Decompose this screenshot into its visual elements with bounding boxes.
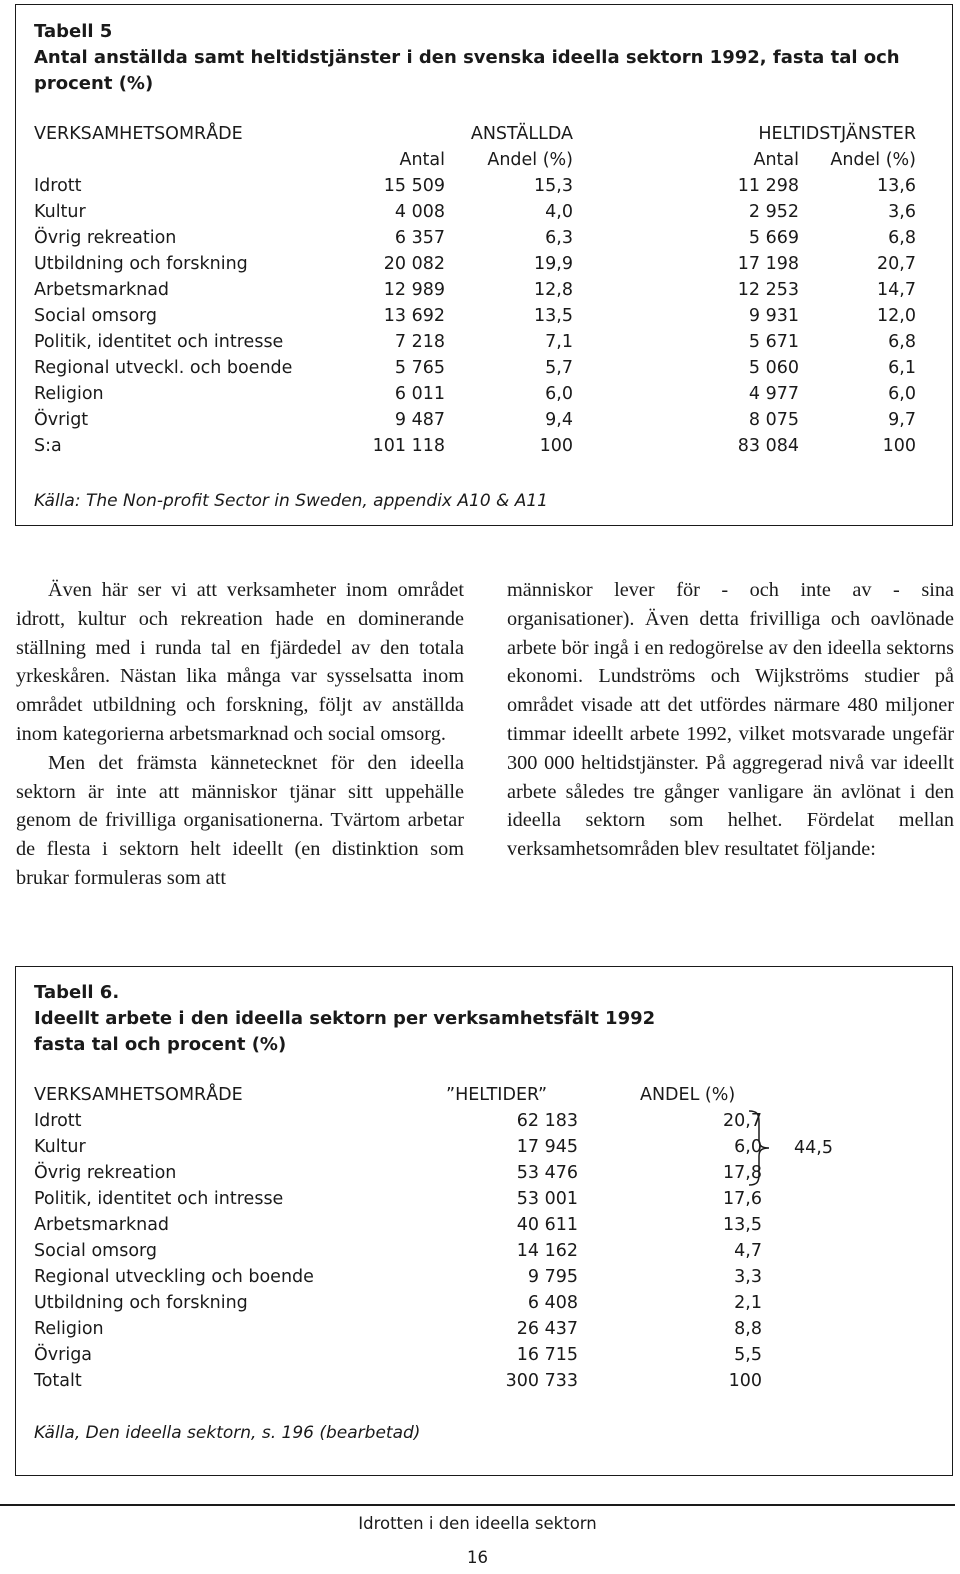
cell-name: Religion xyxy=(34,384,104,404)
cell-heltid-antal: 4 977 xyxy=(748,384,799,404)
cell-antal: 15 509 xyxy=(383,176,445,196)
cell-heltid-antal: 5 669 xyxy=(748,228,799,248)
table-5-header-row xyxy=(34,121,916,147)
cell-andel: 4,0 xyxy=(545,202,573,222)
cell-name: Arbetsmarknad xyxy=(34,280,170,300)
table-total-row xyxy=(34,1368,952,1394)
table-row xyxy=(34,303,916,329)
cell-name: Idrott xyxy=(34,176,82,196)
cell-andel: 9,4 xyxy=(545,410,573,430)
cell-name: Utbildning och forskning xyxy=(34,1293,248,1313)
cell-heltider: 40 611 xyxy=(516,1215,578,1235)
cell-antal: 6 011 xyxy=(394,384,445,404)
cell-name: Regional utveckling och boende xyxy=(34,1267,314,1287)
cell-name: Övrig rekreation xyxy=(34,1163,177,1183)
cell-antal: 12 989 xyxy=(383,280,445,300)
table-row xyxy=(34,225,916,251)
brace-sum-value: 44,5 xyxy=(794,1138,833,1158)
cell-andel: 17,8 xyxy=(723,1163,762,1183)
cell-antal: 20 082 xyxy=(383,254,445,274)
cell-heltid-antal: 5 060 xyxy=(748,358,799,378)
table-row xyxy=(34,1238,952,1264)
cell-antal: 6 357 xyxy=(394,228,445,248)
cell-heltid-andel: 6,1 xyxy=(888,358,916,378)
cell-heltider: 53 476 xyxy=(516,1163,578,1183)
body-column-left xyxy=(16,576,464,893)
cell-heltider: 300 733 xyxy=(505,1371,578,1391)
header-antal-2: Antal xyxy=(753,150,799,170)
cell-andel: 7,1 xyxy=(545,332,573,352)
cell-name: Social omsorg xyxy=(34,306,158,326)
cell-antal: 13 692 xyxy=(383,306,445,326)
table-5-label: Tabell 5 xyxy=(34,21,113,42)
cell-name: Regional utveckl. och boende xyxy=(34,358,293,378)
table-6-source: Källa, Den ideella sektorn, s. 196 (bearbetad) xyxy=(34,1423,421,1443)
cell-heltid-andel: 9,7 xyxy=(888,410,916,430)
cell-heltid-andel: 100 xyxy=(882,436,916,456)
cell-heltid-antal: 2 952 xyxy=(748,202,799,222)
cell-name: Social omsorg xyxy=(34,1241,158,1261)
cell-heltid-antal: 83 084 xyxy=(737,436,799,456)
cell-andel: 13,5 xyxy=(534,306,573,326)
cell-name: Kultur xyxy=(34,202,86,222)
table-6-title: Ideellt arbete i den ideella sektorn per verksamhetsfält 1992 xyxy=(34,1008,656,1029)
cell-name: Övriga xyxy=(34,1345,93,1365)
table-6-label: Tabell 6. xyxy=(34,982,120,1003)
cell-andel: 2,1 xyxy=(734,1293,762,1313)
header-anstallda: ANSTÄLLDA xyxy=(470,124,573,144)
cell-andel: 100 xyxy=(539,436,573,456)
cell-heltid-antal: 17 198 xyxy=(737,254,799,274)
cell-antal: 5 765 xyxy=(394,358,445,378)
cell-andel: 6,0 xyxy=(734,1137,762,1157)
header-antal-1: Antal xyxy=(399,150,445,170)
cell-heltid-antal: 11 298 xyxy=(737,176,799,196)
cell-heltid-andel: 6,8 xyxy=(888,332,916,352)
table-5-source: Källa: The Non-profit Sector in Sweden, appendix A10 & A11 xyxy=(34,491,548,511)
cell-heltider: 17 945 xyxy=(516,1137,578,1157)
cell-andel: 13,5 xyxy=(723,1215,762,1235)
cell-name: Idrott xyxy=(34,1111,82,1131)
cell-andel: 15,3 xyxy=(534,176,573,196)
cell-heltider: 9 795 xyxy=(527,1267,578,1287)
cell-name: Övrig rekreation xyxy=(34,228,177,248)
header-area: VERKSAMHETSOMRÅDE xyxy=(34,124,243,144)
body-column-right xyxy=(507,576,954,864)
header-andel-2: Andel (%) xyxy=(830,150,916,170)
table-6-header-row xyxy=(34,1082,952,1108)
table-total-row xyxy=(34,433,916,459)
cell-heltid-antal: 5 671 xyxy=(748,332,799,352)
cell-heltid-antal: 9 931 xyxy=(748,306,799,326)
cell-heltider: 6 408 xyxy=(527,1293,578,1313)
curly-brace-icon xyxy=(745,1108,775,1188)
table-row xyxy=(34,1316,952,1342)
table-row xyxy=(34,1212,952,1238)
header-andel-1: Andel (%) xyxy=(487,150,573,170)
cell-andel: 6,3 xyxy=(545,228,573,248)
cell-antal: 101 118 xyxy=(372,436,445,456)
cell-name: Kultur xyxy=(34,1137,86,1157)
cell-name: Utbildning och forskning xyxy=(34,254,248,274)
cell-heltider: 62 183 xyxy=(516,1111,578,1131)
body-paragraph: Men det främsta kännetecknet för den ideella sektorn är inte att människor tjänar sitt uppehälle genom de frivilliga organisationerna. Tvärtom arbetar de flesta i sektorn helt ideellt (en distinktion som brukar formuleras som att xyxy=(16,751,464,889)
cell-andel: 12,8 xyxy=(534,280,573,300)
table-row xyxy=(34,407,916,433)
table-5-box xyxy=(15,4,953,526)
cell-name: Religion xyxy=(34,1319,104,1339)
table-row xyxy=(34,329,916,355)
cell-heltid-antal: 8 075 xyxy=(748,410,799,430)
table-5-title-cont: procent (%) xyxy=(34,73,154,94)
cell-heltid-andel: 6,0 xyxy=(888,384,916,404)
header-heltidstjanster: HELTIDSTJÄNSTER xyxy=(758,124,916,144)
table-row xyxy=(34,355,916,381)
header-heltider: ”HELTIDER” xyxy=(446,1085,548,1105)
table-row xyxy=(34,1342,952,1368)
running-title: Idrotten i den ideella sektorn xyxy=(358,1514,597,1533)
cell-andel: 20,7 xyxy=(723,1111,762,1131)
table-row xyxy=(34,277,916,303)
page-number: 16 xyxy=(467,1548,488,1567)
cell-name: S:a xyxy=(34,436,62,456)
cell-heltider: 16 715 xyxy=(516,1345,578,1365)
table-5-title: Antal anställda samt heltidstjänster i den svenska ideella sektorn 1992, fasta tal och xyxy=(34,47,900,68)
table-row xyxy=(34,173,916,199)
cell-andel: 5,7 xyxy=(545,358,573,378)
cell-heltider: 14 162 xyxy=(516,1241,578,1261)
cell-andel: 100 xyxy=(728,1371,762,1391)
table-row xyxy=(34,381,916,407)
cell-heltid-andel: 6,8 xyxy=(888,228,916,248)
table-row xyxy=(34,1186,952,1212)
cell-heltid-andel: 13,6 xyxy=(877,176,916,196)
cell-andel: 6,0 xyxy=(545,384,573,404)
table-row xyxy=(34,1108,952,1134)
footer-divider xyxy=(0,1504,955,1506)
cell-name: Arbetsmarknad xyxy=(34,1215,170,1235)
table-6-box xyxy=(15,966,953,1476)
cell-andel: 4,7 xyxy=(734,1241,762,1261)
body-paragraph: människor lever för - och inte av - sina organisationer). Även detta frivilliga och oavlönade arbete bör ingå i en redogörelse av den ideella sektorns ekonomi. Lundströms och Wijkströms studier på området visade att det utfördes närmare 480 miljoner timmar ideellt arbete 1992, vilket motsvarade ungefär 300 000 heltidstjänster. På aggregerad nivå var ideellt arbete således tre gånger vanligare än avlönat i den ideella sektorn som helhet. Fördelat mellan verksamhetsområden blev resultatet följande: xyxy=(507,579,954,861)
cell-name: Totalt xyxy=(34,1371,82,1391)
cell-antal: 7 218 xyxy=(394,332,445,352)
cell-heltid-andel: 14,7 xyxy=(877,280,916,300)
cell-andel: 8,8 xyxy=(734,1319,762,1339)
cell-antal: 4 008 xyxy=(394,202,445,222)
cell-heltider: 26 437 xyxy=(516,1319,578,1339)
table-row xyxy=(34,1160,952,1186)
cell-antal: 9 487 xyxy=(394,410,445,430)
cell-heltid-antal: 12 253 xyxy=(737,280,799,300)
body-paragraph: Även här ser vi att verksamheter inom området idrott, kultur och rekreation hade en dominerande ställning med i runda tal en fjärdedel av den totala yrkeskåren. Nästan lika många var sysselsatta inom området utbildning och forskning, följt av anställda inom kategorierna arbetsmarknad och social omsorg. xyxy=(16,579,464,745)
table-row xyxy=(34,1264,952,1290)
cell-name: Politik, identitet och intresse xyxy=(34,332,284,352)
table-row xyxy=(34,1290,952,1316)
cell-heltid-andel: 12,0 xyxy=(877,306,916,326)
cell-heltid-andel: 20,7 xyxy=(877,254,916,274)
cell-name: Politik, identitet och intresse xyxy=(34,1189,284,1209)
cell-andel: 3,3 xyxy=(734,1267,762,1287)
header-area: VERKSAMHETSOMRÅDE xyxy=(34,1085,243,1105)
header-andel: ANDEL (%) xyxy=(640,1085,736,1105)
cell-name: Övrigt xyxy=(34,410,89,430)
cell-heltid-andel: 3,6 xyxy=(888,202,916,222)
table-5-subheader-row xyxy=(34,147,916,173)
table-row xyxy=(34,199,916,225)
cell-andel: 17,6 xyxy=(723,1189,762,1209)
table-row xyxy=(34,251,916,277)
cell-andel: 19,9 xyxy=(534,254,573,274)
cell-andel: 5,5 xyxy=(734,1345,762,1365)
table-6-title-cont: fasta tal och procent (%) xyxy=(34,1034,287,1055)
cell-heltider: 53 001 xyxy=(516,1189,578,1209)
